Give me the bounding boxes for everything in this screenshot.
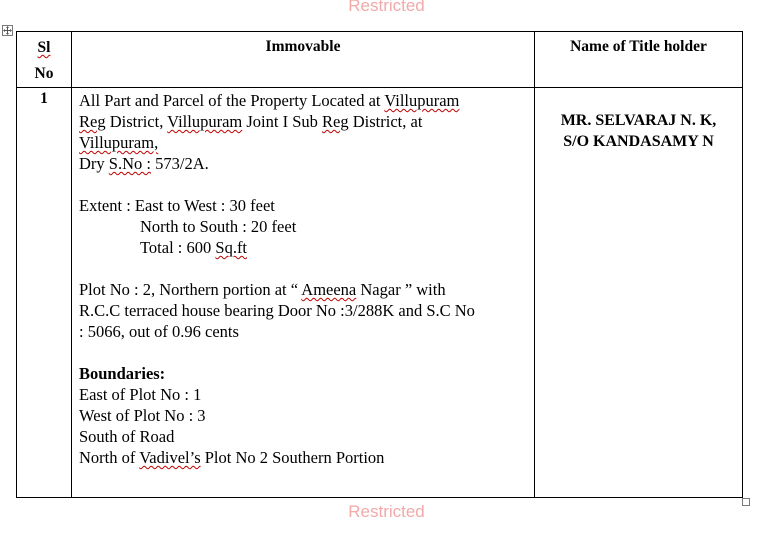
extent-total: Total : 600 Sq.ft (140, 238, 248, 257)
location-line-1: All Part and Parcel of the Property Located at Villupuram (79, 91, 460, 110)
title-holder-line-2: S/O KANDASAMY N (563, 133, 714, 150)
header-serial-line1: Sl (37, 39, 51, 56)
header-serial-line2: No (34, 65, 54, 82)
extent-east-west: Extent : East to West : 30 feet (79, 196, 275, 215)
watermark-bottom: Restricted (348, 502, 425, 521)
boundary-west: West of Plot No : 3 (79, 406, 206, 425)
location-line-2: Reg District, Villupuram Joint I Sub Reg District, at (79, 112, 423, 131)
header-row (17, 32, 743, 88)
serial-number: 1 (17, 88, 72, 498)
boundary-south: South of Road (79, 427, 175, 446)
boundary-north: North of Vadivel’s Plot No 2 Southern Portion (79, 448, 385, 467)
header-serial (17, 32, 72, 88)
boundary-east: East of Plot No : 1 (79, 385, 202, 404)
location-line-3: Villupuram, (79, 133, 159, 152)
title-holder-line-1: MR. SELVARAJ N. K, (560, 112, 717, 129)
extent-north-south: North to South : 20 feet (140, 217, 297, 236)
header-immovable: Immovable (72, 32, 535, 88)
table-row (17, 88, 743, 498)
property-table (16, 31, 743, 498)
plot-line-3: : 5066, out of 0.96 cents (79, 322, 239, 341)
property-description (72, 88, 535, 498)
header-title-holder: Name of Title holder (535, 32, 743, 88)
boundaries-heading: Boundaries: (79, 364, 166, 383)
plot-line-1: Plot No : 2, Northern portion at “ Ameena Nagar ” with (79, 280, 446, 299)
title-holder-name (535, 88, 743, 498)
survey-number: Dry S.No : 573/2A. (79, 154, 209, 173)
table-move-handle-icon[interactable] (2, 25, 13, 36)
plot-line-2: R.C.C terraced house bearing Door No :3/288K and S.C No (79, 301, 475, 320)
watermark-top: Restricted (348, 0, 425, 15)
